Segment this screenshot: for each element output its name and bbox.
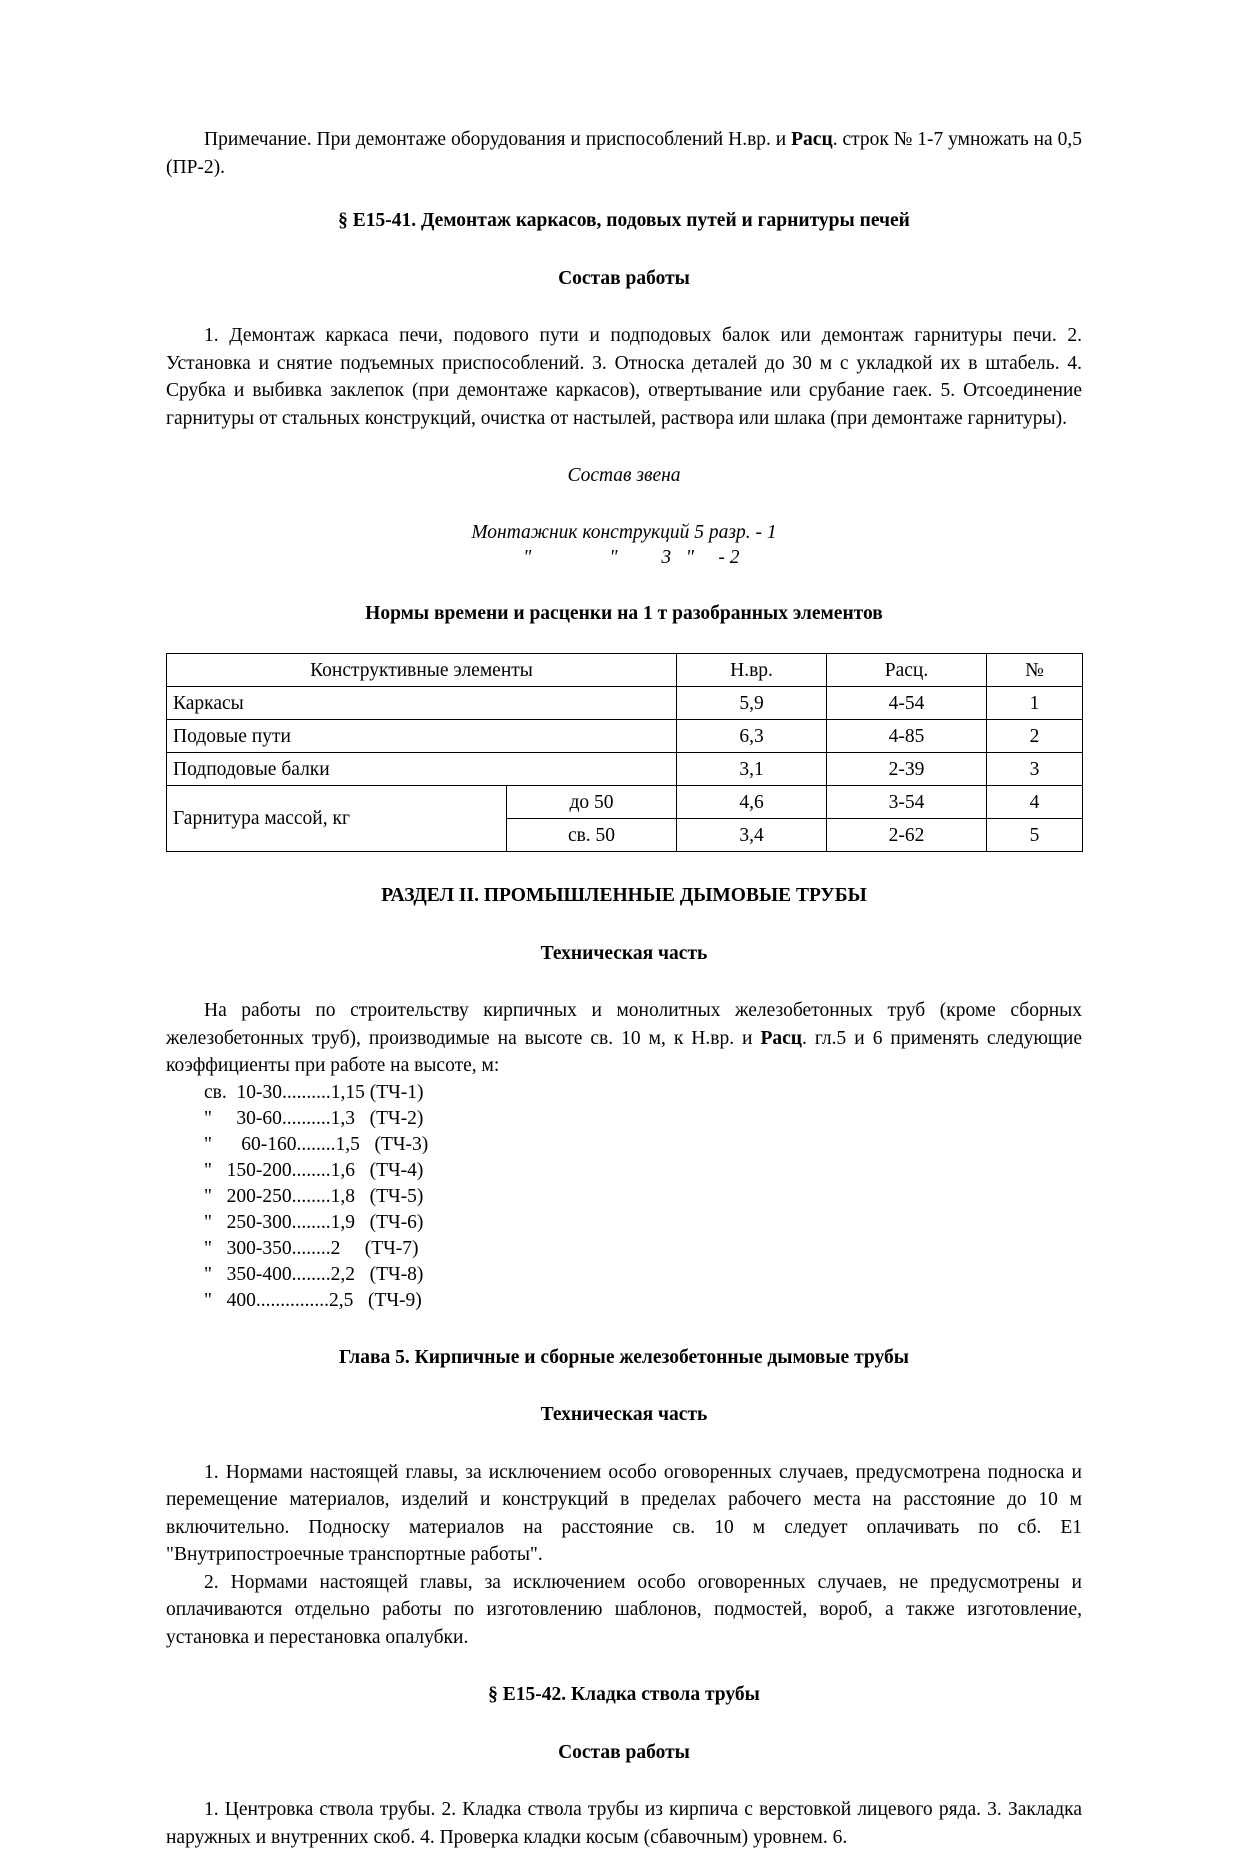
table-row — [167, 687, 1083, 720]
norms-table-title: Нормы времени и расценки на 1 т разобранных элементов — [365, 602, 883, 624]
cell-element: Гарнитура массой, кг — [167, 786, 507, 852]
cell-nvr: 3,1 — [677, 753, 827, 786]
page-content — [166, 126, 1082, 1851]
cell-subelement: до 50 — [507, 786, 677, 819]
table-row — [167, 720, 1083, 753]
section-title-e15-42: § Е15-42. Кладка ствола трубы — [488, 1684, 760, 1705]
crew-heading-1: Состав звена — [567, 465, 681, 486]
table-header-row — [167, 654, 1083, 687]
work-composition-heading-1: Состав работы — [558, 267, 690, 289]
cell-nvr: 3,4 — [677, 819, 827, 852]
cell-subelement: св. 50 — [507, 819, 677, 852]
glava5-item-1: 1. Нормами настоящей главы, за исключением особо оговоренных случаев, предусмотрена подноска и перемещение материалов, изделий и конструкций в пределах рабочего места на расстояние до 10 м включительно. Подноску материалов на расстояние св. 10 м следует оплачивать по сб. Е1 "Внутрипостроечные транспортные работы". — [166, 1461, 1082, 1565]
cell-rasc: 2-62 — [827, 819, 987, 852]
cell-num: 5 — [987, 819, 1083, 852]
tech-part-text-before: На работы по строительству кирпичных и монолитных железобетонных труб (кроме сборных железобетонных труб), производимые на высоте св. 10 м, к Н.вр. и — [166, 1000, 1082, 1049]
cell-num: 4 — [987, 786, 1083, 819]
note-bold-term: Расц — [791, 129, 833, 150]
tech-part-text-after: . гл.5 и 6 применять следующие коэффициенты при работе на высоте, м: — [166, 1027, 1082, 1076]
cell-element: Каркасы — [167, 687, 677, 720]
table-header-elements: Конструктивные элементы — [167, 654, 677, 687]
cell-nvr: 5,9 — [677, 687, 827, 720]
cell-num: 2 — [987, 720, 1083, 753]
work-composition-text-2: 1. Центровка ствола трубы. 2. Кладка ствола трубы из кирпича с верстовкой лицевого ряда. 3. Закладка наружных и внутренних скоб. 4. Проверка кладки косым (сбавочным) уровнем. 6. — [166, 1799, 1082, 1848]
tech-part-heading-glava5: Техническая часть — [540, 1404, 708, 1425]
razdel-2-title: РАЗДЕЛ II. ПРОМЫШЛЕННЫЕ ДЫМОВЫЕ ТРУБЫ — [381, 885, 867, 906]
section-title-e15-41: § Е15-41. Демонтаж каркасов, подовых путей и гарнитуры печей — [338, 210, 910, 231]
cell-rasc: 3-54 — [827, 786, 987, 819]
table-header-num: № — [987, 654, 1083, 687]
note-text-after: . строк № 1-7 умножать на 0,5 (ПР-2). — [166, 129, 1082, 178]
cell-rasc: 4-54 — [827, 687, 987, 720]
tech-part-bold-term: Расц — [760, 1027, 803, 1049]
cell-num: 3 — [987, 753, 1083, 786]
table-header-nvr: Н.вр. — [677, 654, 827, 687]
crew-line-1: Монтажник конструкций 5 разр. - 1 — [471, 521, 777, 543]
coefficients-list — [166, 1080, 1082, 1314]
norms-table — [166, 653, 1083, 852]
coefficient-item: " 350-400........2,2 (ТЧ-8) — [204, 1263, 424, 1285]
coefficient-item: " 150-200........1,6 (ТЧ-4) — [204, 1159, 424, 1181]
coefficient-item: " 60-160........1,5 (ТЧ-3) — [204, 1133, 429, 1155]
table-header-rasc: Расц. — [827, 654, 987, 687]
coefficient-item: " 250-300........1,9 (ТЧ-6) — [204, 1211, 424, 1233]
work-composition-heading-2: Состав работы — [558, 1741, 690, 1763]
table-row — [167, 786, 1083, 819]
tech-part-text-razdel2 — [166, 997, 1082, 1080]
cell-nvr: 6,3 — [677, 720, 827, 753]
note-paragraph — [166, 126, 1082, 181]
cell-element: Подподовые балки — [167, 753, 677, 786]
glava-5-title: Глава 5. Кирпичные и сборные железобетонные дымовые трубы — [339, 1346, 909, 1368]
cell-num: 1 — [987, 687, 1083, 720]
glava5-item-2: 2. Нормами настоящей главы, за исключением особо оговоренных случаев, не предусмотрены и оплачиваются отдельно работы по изготовлению шаблонов, подмостей, вороб, а также изготовление, установка и перестановка опалубки. — [166, 1571, 1082, 1648]
note-text-before: Примечание. При демонтаже оборудования и приспособлений Н.вр. и — [204, 129, 792, 150]
cell-rasc: 4-85 — [827, 720, 987, 753]
coefficient-item: " 400...............2,5 (ТЧ-9) — [204, 1289, 422, 1311]
tech-part-heading-razdel2: Техническая часть — [540, 942, 708, 964]
cell-element: Подовые пути — [167, 720, 677, 753]
table-row — [167, 753, 1083, 786]
coefficient-item: " 200-250........1,8 (ТЧ-5) — [204, 1185, 424, 1207]
crew-line-2: " " 3 " - 2 — [508, 546, 740, 568]
cell-nvr: 4,6 — [677, 786, 827, 819]
work-composition-text-1: 1. Демонтаж каркаса печи, подового пути и подподовых балок или демонтаж гарнитуры печи. 2. Установка и снятие подъемных приспособлений. 3. Относка деталей до 30 м с укладкой их в штабель. 4. Срубка и выбивка заклепок (при демонтаже каркасов), отвертывание или срубание гаек. 5. Отсоединение гарнитуры от стальных конструкций, очистка от настылей, раствора или шлака (при демонтаже гарнитуры). — [166, 325, 1082, 429]
coefficient-item: св. 10-30..........1,15 (ТЧ-1) — [204, 1081, 424, 1103]
cell-rasc: 2-39 — [827, 753, 987, 786]
coefficient-item: " 300-350........2 (ТЧ-7) — [204, 1237, 419, 1259]
coefficient-item: " 30-60..........1,3 (ТЧ-2) — [204, 1107, 424, 1129]
